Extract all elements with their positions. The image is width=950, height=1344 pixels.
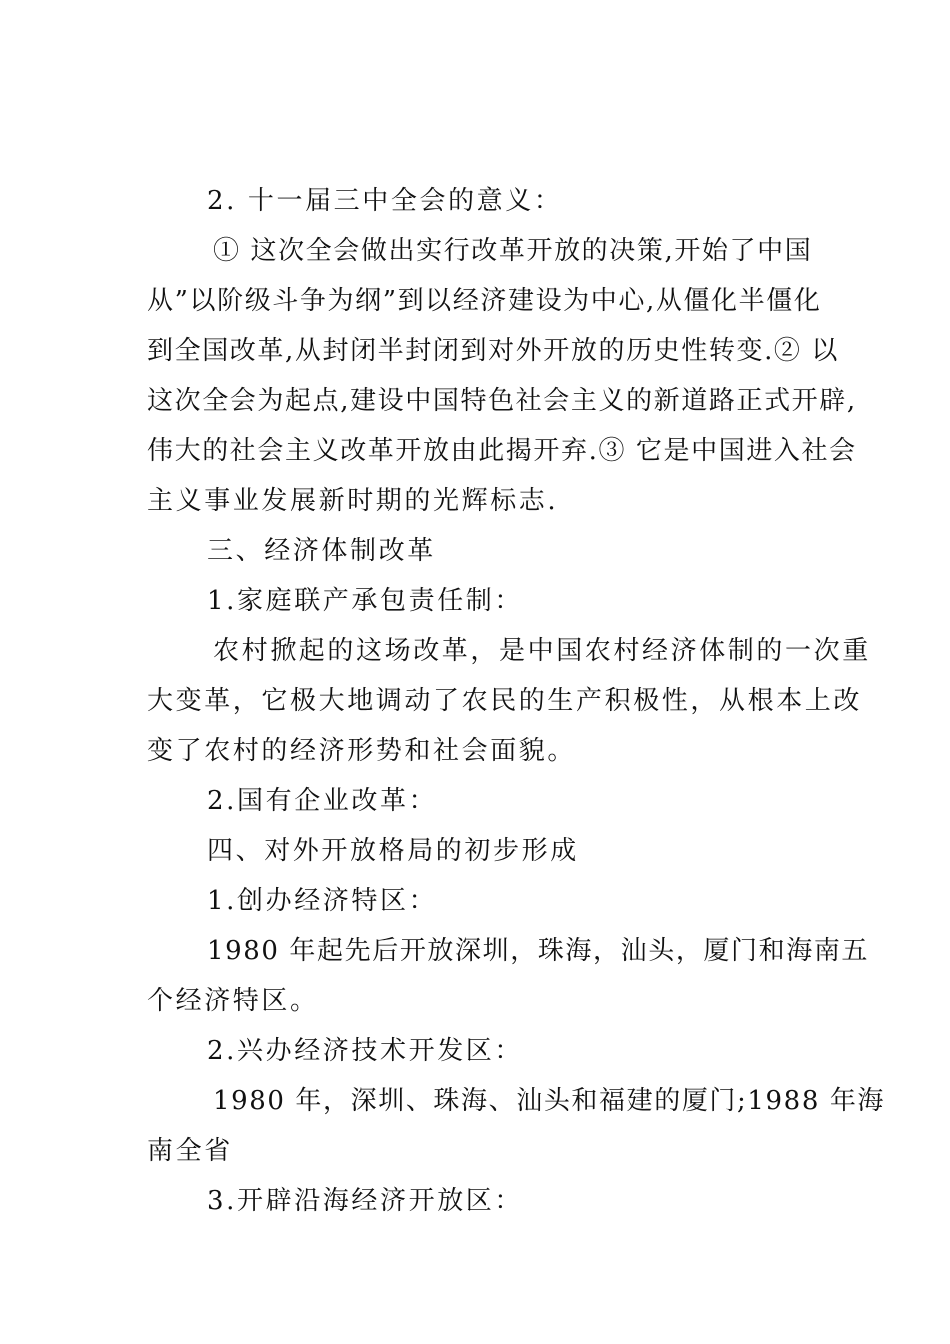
paragraph-line: 伟大的社会主义改革开放由此揭开弃.③ 它是中国进入社会 — [147, 436, 857, 466]
paragraph-line: ① 这次全会做出实行改革开放的决策,开始了中国 — [213, 236, 813, 266]
subheading-significance: 2. 十一届三中全会的意义： — [207, 186, 563, 216]
paragraph-line: 从”以阶级斗争为纲”到以经济建设为中心,从僵化半僵化 — [147, 286, 822, 316]
section-heading-economic-reform: 三、经济体制改革 — [207, 536, 436, 566]
subheading-development-zones: 2.兴办经济技术开发区： — [207, 1036, 524, 1066]
paragraph-line: 到全国改革,从封闭半封闭到对外开放的历史性转变.② 以 — [147, 336, 839, 366]
paragraph-line: 大变革，它极大地调动了农民的生产积极性，从根本上改 — [147, 686, 863, 716]
subheading-household-responsibility: 1.家庭联产承包责任制： — [207, 586, 524, 616]
paragraph-line: 这次全会为起点,建设中国特色社会主义的新道路正式开辟, — [147, 386, 857, 416]
paragraph-line: 个经济特区。 — [147, 986, 319, 1016]
paragraph-line: 1980 年，深圳、珠海、汕头和福建的厦门;1988 年海 — [213, 1086, 886, 1116]
paragraph-line: 变了农村的经济形势和社会面貌。 — [147, 736, 577, 766]
subheading-special-zones: 1.创办经济特区： — [207, 886, 438, 916]
paragraph-line: 南全省 — [147, 1136, 233, 1166]
subheading-soe-reform: 2.国有企业改革： — [207, 786, 438, 816]
paragraph-line: 农村掀起的这场改革，是中国农村经济体制的一次重 — [213, 636, 871, 666]
paragraph-line: 1980 年起先后开放深圳，珠海，汕头，厦门和海南五 — [207, 936, 870, 966]
subheading-coastal-zones: 3.开辟沿海经济开放区： — [207, 1186, 524, 1216]
section-heading-opening-up: 四、对外开放格局的初步形成 — [207, 836, 579, 866]
paragraph-line: 主义事业发展新时期的光辉标志. — [147, 486, 559, 516]
